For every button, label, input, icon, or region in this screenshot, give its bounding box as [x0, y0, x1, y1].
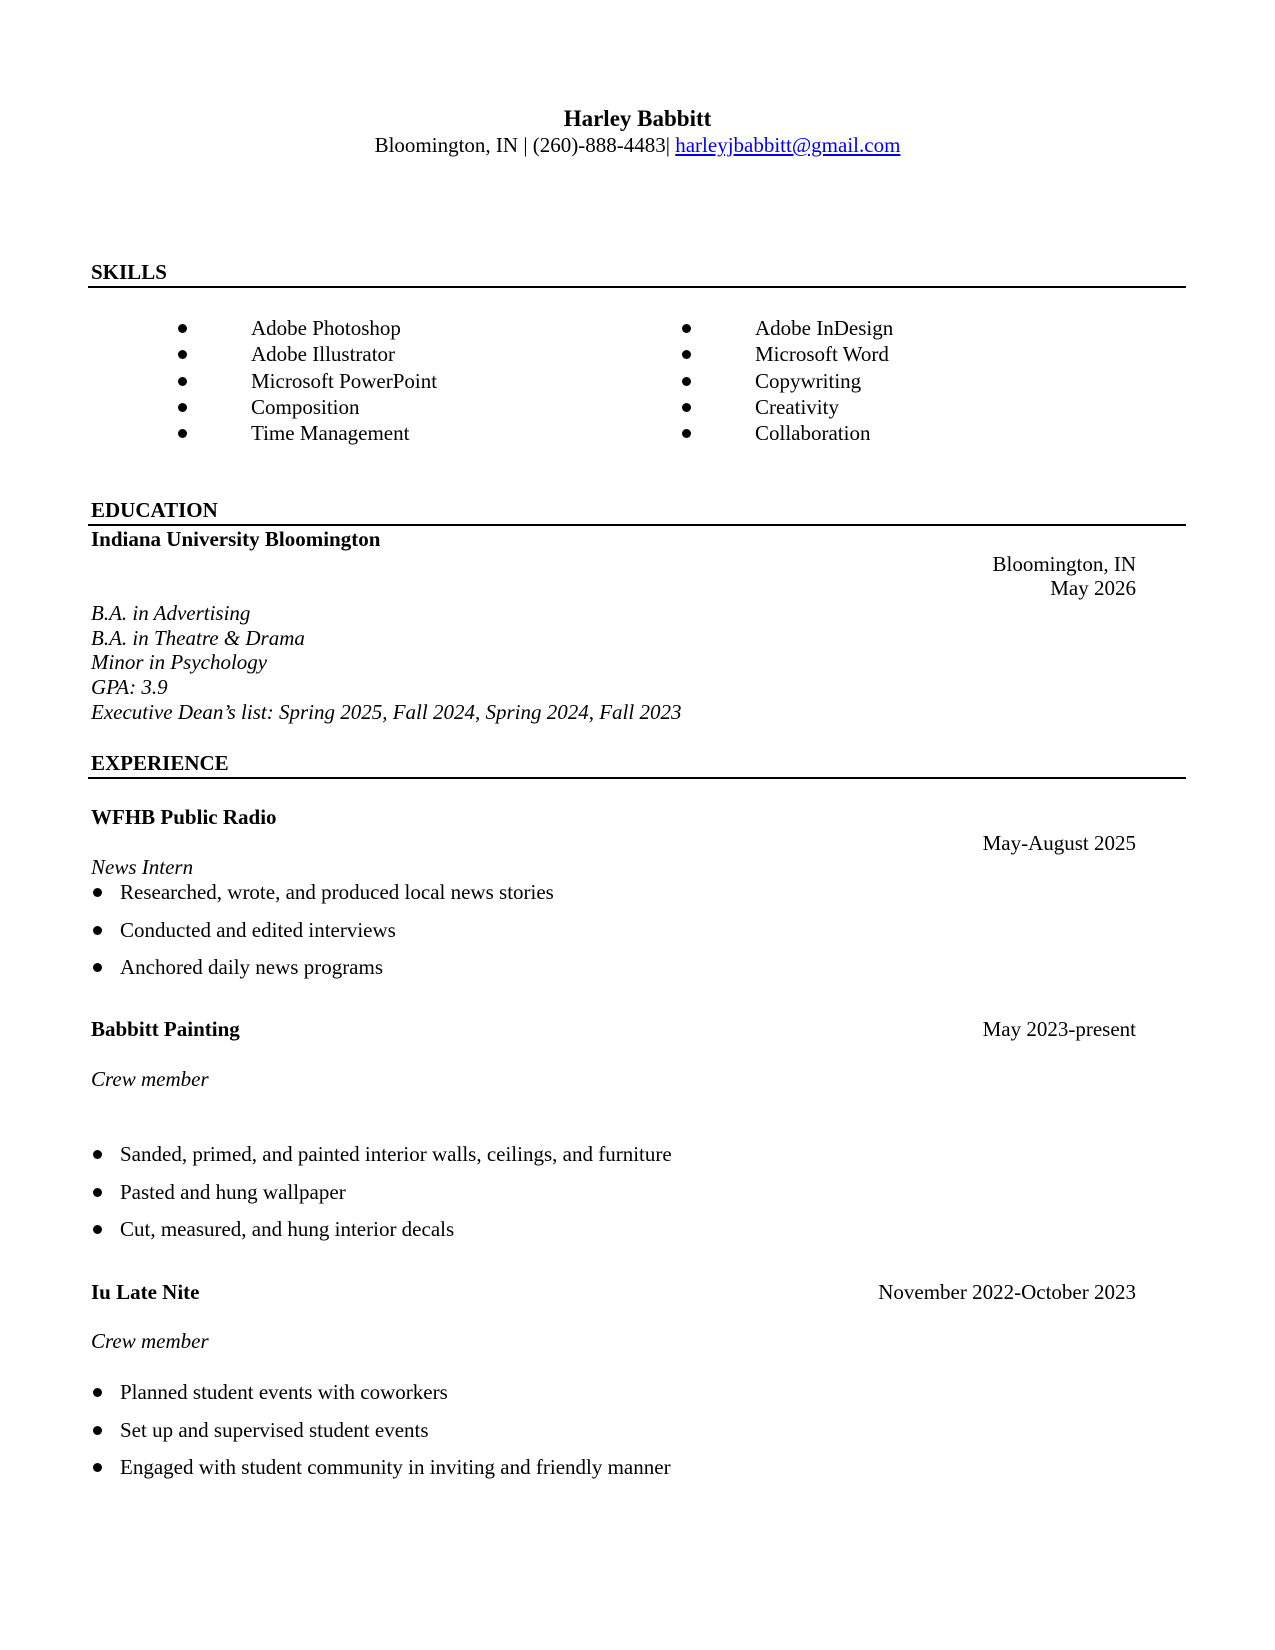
bullet-icon — [178, 403, 187, 412]
job-bullet: Researched, wrote, and produced local news stories — [120, 880, 554, 904]
bullet-icon — [93, 963, 102, 972]
skills-divider — [88, 286, 1186, 288]
school-location: Bloomington, IN — [992, 552, 1136, 576]
job-org: Iu Late Nite — [91, 1280, 200, 1304]
bullet-icon — [93, 888, 102, 897]
skill-item: Creativity — [755, 395, 839, 419]
job-bullet: Engaged with student community in inviting and friendly manner — [120, 1455, 671, 1479]
bullet-icon — [93, 1463, 102, 1472]
job-bullet: Anchored daily news programs — [120, 955, 384, 979]
job-role: Crew member — [91, 1329, 209, 1353]
bullet-icon — [682, 324, 691, 333]
bullet-icon — [93, 1225, 102, 1234]
minor-line: Minor in Psychology — [91, 650, 268, 674]
deans-list-line: Executive Dean’s list: Spring 2025, Fall 2024, Spring 2024, Fall 2023 — [91, 700, 682, 724]
resume-name: Harley Babbitt — [563, 106, 712, 131]
skills-heading: SKILLS — [91, 260, 167, 284]
job-date: May-August 2025 — [982, 831, 1136, 855]
bullet-icon — [93, 926, 102, 935]
bullet-icon — [178, 350, 187, 359]
skill-item: Copywriting — [755, 369, 862, 393]
job-bullet: Set up and supervised student events — [120, 1418, 429, 1442]
bullet-icon — [178, 324, 187, 333]
bullet-icon — [93, 1150, 102, 1159]
gpa-line: GPA: 3.9 — [91, 675, 168, 699]
bullet-icon — [178, 377, 187, 386]
skill-item: Adobe Photoshop — [251, 316, 401, 340]
degree-line: B.A. in Theatre & Drama — [91, 626, 305, 650]
bullet-icon — [682, 350, 691, 359]
bullet-icon — [682, 377, 691, 386]
contact-details: Bloomington, IN | (260)-888-4483| — [374, 133, 670, 157]
job-bullet: Cut, measured, and hung interior decals — [120, 1217, 455, 1241]
bullet-icon — [93, 1188, 102, 1197]
job-role: News Intern — [91, 855, 194, 879]
bullet-icon — [93, 1426, 102, 1435]
experience-heading: EXPERIENCE — [91, 751, 229, 775]
education-divider — [88, 524, 1186, 526]
job-role: Crew member — [91, 1067, 209, 1091]
skill-item: Composition — [251, 395, 360, 419]
skill-item: Collaboration — [755, 421, 871, 445]
job-org: Babbitt Painting — [91, 1017, 240, 1041]
skill-item: Adobe InDesign — [755, 316, 894, 340]
job-bullet: Sanded, primed, and painted interior walls, ceilings, and furniture — [120, 1142, 672, 1166]
skill-item: Microsoft Word — [755, 342, 889, 366]
bullet-icon — [682, 429, 691, 438]
job-bullet: Conducted and edited interviews — [120, 918, 396, 942]
contact-line — [0, 135, 1275, 156]
skill-item: Adobe Illustrator — [251, 342, 396, 366]
bullet-icon — [178, 429, 187, 438]
job-date: May 2023-present — [982, 1017, 1136, 1041]
job-date: November 2022-October 2023 — [878, 1280, 1136, 1304]
school-name: Indiana University Bloomington — [91, 527, 381, 551]
job-bullet: Pasted and hung wallpaper — [120, 1180, 346, 1204]
education-heading: EDUCATION — [91, 498, 218, 522]
skill-item: Microsoft PowerPoint — [251, 369, 438, 393]
job-org: WFHB Public Radio — [91, 805, 277, 829]
job-bullet: Planned student events with coworkers — [120, 1380, 448, 1404]
experience-divider — [88, 777, 1186, 779]
email-link[interactable]: harleyjbabbitt@gmail.com — [675, 133, 901, 157]
graduation-date: May 2026 — [1050, 576, 1136, 600]
bullet-icon — [93, 1388, 102, 1397]
skill-item: Time Management — [251, 421, 410, 445]
degree-line: B.A. in Advertising — [91, 601, 251, 625]
bullet-icon — [682, 403, 691, 412]
